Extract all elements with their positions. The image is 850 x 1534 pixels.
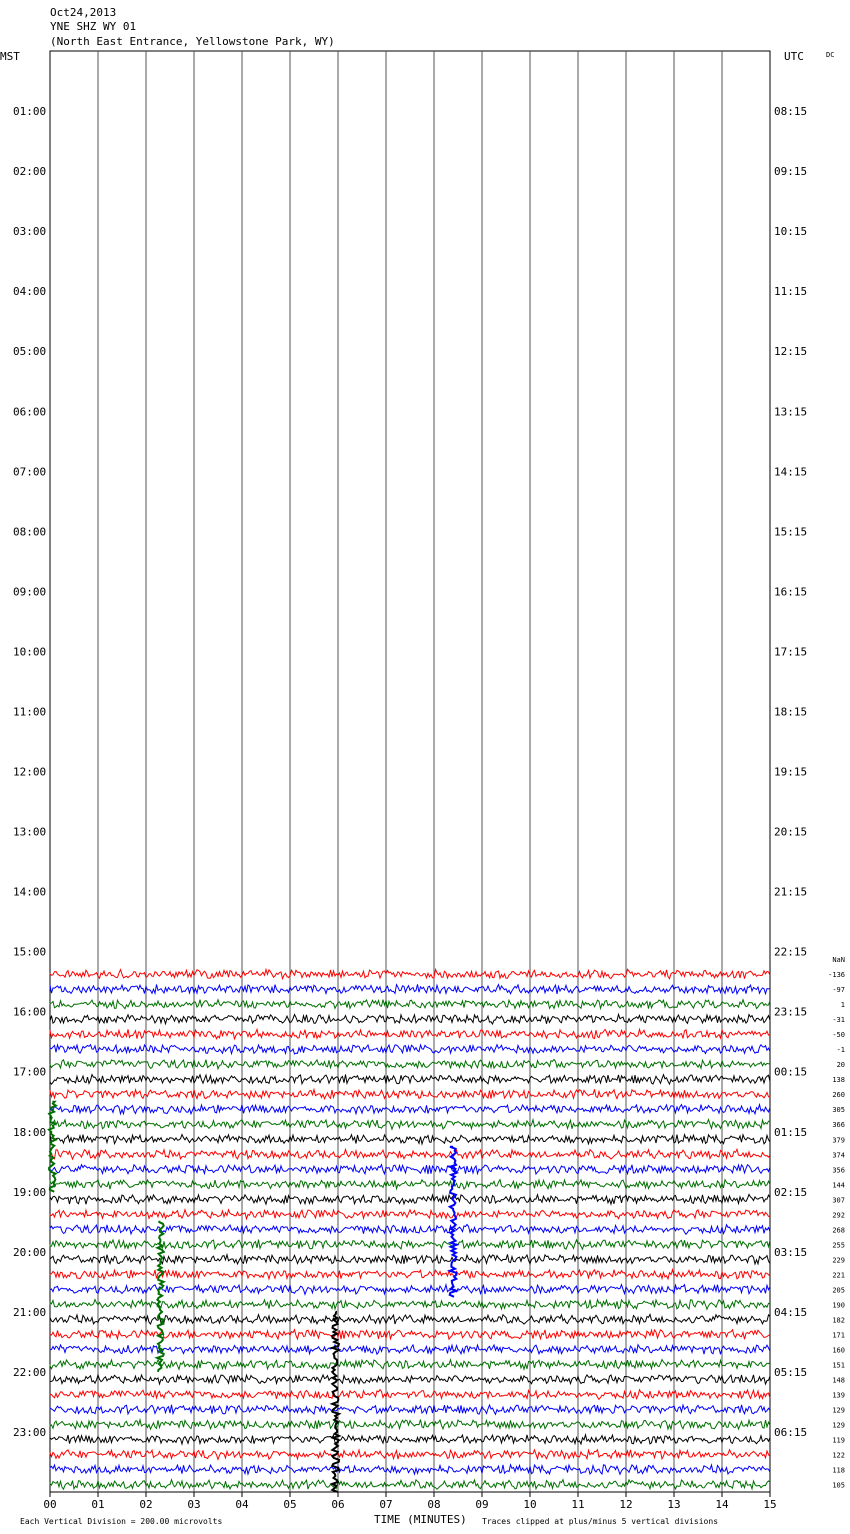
plot-frame [50, 51, 770, 1492]
left-hour-label: 20:00 [13, 1245, 47, 1259]
left-hour-label: 10:00 [13, 645, 47, 659]
dc-label: DC [826, 51, 835, 59]
left-hour-label: 21:00 [13, 1305, 47, 1319]
trace-offset-label: 292 [832, 1211, 845, 1220]
seismic-trace [50, 1210, 770, 1219]
left-hour-label: 16:00 [13, 1005, 47, 1019]
trace-offset-label: NaN [832, 956, 845, 965]
trace-offset-label: 160 [832, 1346, 845, 1355]
left-hour-labels [13, 105, 46, 1439]
right-hour-label: 05:15 [774, 1365, 808, 1379]
traces [49, 969, 770, 1492]
trace-offset-label: 138 [832, 1076, 845, 1085]
right-hour-label: 23:15 [774, 1005, 808, 1019]
seismic-trace [50, 1375, 770, 1384]
right-hour-label: 08:15 [774, 105, 808, 119]
x-tick-label: 04 [235, 1498, 249, 1511]
seismic-trace [50, 1180, 770, 1189]
trace-offset-label: 190 [832, 1301, 845, 1310]
seismic-trace [50, 1029, 770, 1039]
trace-offset-label: 255 [832, 1241, 845, 1250]
seismic-trace [50, 984, 770, 994]
seismic-event [157, 1222, 164, 1372]
trace-offset-label: 305 [832, 1106, 845, 1115]
left-hour-label: 22:00 [13, 1365, 47, 1379]
left-hour-label: 11:00 [13, 705, 47, 719]
trace-offset-label: 182 [832, 1316, 845, 1325]
right-timezone-label: UTC [784, 50, 804, 63]
left-hour-label: 01:00 [13, 105, 47, 119]
trace-offset-label: 129 [832, 1406, 845, 1415]
seismic-trace [50, 1345, 770, 1355]
grid [50, 51, 770, 1492]
seismic-trace [50, 1120, 770, 1130]
right-hour-label: 01:15 [774, 1125, 808, 1139]
left-hour-label: 05:00 [13, 345, 47, 359]
left-hour-label: 04:00 [13, 285, 47, 299]
x-tick-label: 02 [139, 1498, 153, 1511]
trace-offset-label: -97 [832, 986, 845, 995]
trace-offset-label: 20 [836, 1061, 845, 1070]
trace-offset-label: -136 [828, 971, 845, 980]
seismic-trace [50, 1135, 770, 1144]
x-tick-label: 14 [715, 1498, 729, 1511]
right-hour-label: 20:15 [774, 825, 808, 839]
seismic-trace [50, 1105, 770, 1114]
seismic-trace [50, 1330, 770, 1340]
trace-offset-label: 366 [832, 1121, 845, 1130]
right-hour-label: 13:15 [774, 405, 808, 419]
seismic-trace [50, 1435, 770, 1444]
x-tick-labels [43, 1492, 776, 1511]
x-tick-label: 10 [523, 1498, 537, 1511]
seismic-trace [50, 1465, 770, 1475]
right-hour-label: 17:15 [774, 645, 808, 659]
right-hour-label: 15:15 [774, 525, 808, 539]
right-hour-label: 00:15 [774, 1065, 808, 1079]
left-hour-label: 03:00 [13, 225, 47, 239]
right-hour-label: 10:15 [774, 225, 808, 239]
left-hour-label: 09:00 [13, 585, 47, 599]
seismic-trace [50, 1149, 770, 1159]
seismic-trace [50, 1225, 770, 1235]
trace-offset-label: 129 [832, 1421, 845, 1430]
right-hour-label: 16:15 [774, 585, 808, 599]
seismic-trace [50, 1000, 770, 1009]
left-hour-label: 14:00 [13, 885, 47, 899]
trace-offset-label: 260 [832, 1091, 845, 1100]
left-hour-label: 12:00 [13, 765, 47, 779]
seismic-trace [50, 1254, 770, 1264]
trace-offset-label: 105 [832, 1481, 845, 1490]
trace-offset-label: 1 [840, 1001, 845, 1010]
station-label: YNE SHZ WY 01 [50, 20, 137, 33]
seismic-trace [50, 969, 770, 979]
left-hour-label: 19:00 [13, 1185, 47, 1199]
trace-offset-label: 379 [832, 1136, 845, 1145]
trace-offset-label: 148 [832, 1376, 845, 1385]
trace-offset-label: -1 [836, 1046, 845, 1055]
x-tick-label: 13 [667, 1498, 681, 1511]
right-hour-labels [774, 105, 807, 1439]
right-hour-label: 02:15 [774, 1185, 808, 1199]
trace-offset-label: 374 [832, 1151, 845, 1160]
x-tick-label: 05 [283, 1498, 297, 1511]
right-hour-label: 06:15 [774, 1425, 808, 1439]
trace-offset-label: 122 [832, 1451, 845, 1460]
left-hour-label: 02:00 [13, 165, 47, 179]
right-hour-label: 03:15 [774, 1245, 808, 1259]
trace-offset-label: 144 [832, 1181, 845, 1190]
trace-offset-label: 268 [832, 1226, 845, 1235]
x-tick-label: 09 [475, 1498, 489, 1511]
trace-offset-label: 229 [832, 1256, 845, 1265]
seismic-trace [50, 1480, 770, 1490]
left-hour-label: 17:00 [13, 1065, 47, 1079]
x-tick-label: 15 [763, 1498, 777, 1511]
x-tick-label: 07 [379, 1498, 393, 1511]
left-hour-label: 13:00 [13, 825, 47, 839]
x-tick-label: 11 [571, 1498, 585, 1511]
seismic-trace [50, 1045, 770, 1054]
trace-offset-label: 119 [832, 1436, 845, 1445]
x-axis-label: TIME (MINUTES) [374, 1513, 467, 1526]
seismic-trace [50, 1450, 770, 1460]
trace-offset-label: 139 [832, 1391, 845, 1400]
left-hour-label: 08:00 [13, 525, 47, 539]
right-hour-label: 12:15 [774, 345, 808, 359]
left-hour-label: 07:00 [13, 465, 47, 479]
trace-offset-label: 205 [832, 1286, 845, 1295]
trace-offset-label: 307 [832, 1196, 845, 1205]
seismic-trace [50, 1390, 770, 1400]
left-timezone-label: MST [0, 50, 20, 63]
x-tick-label: 03 [187, 1498, 201, 1511]
x-tick-label: 01 [91, 1498, 105, 1511]
seismic-trace [50, 1014, 770, 1024]
seismic-trace [50, 1194, 770, 1204]
seismic-trace [50, 1075, 770, 1085]
scale-note: Each Vertical Division = 200.00 microvolts [20, 1517, 223, 1526]
left-hour-label: 23:00 [13, 1425, 47, 1439]
seismic-trace [50, 1165, 770, 1175]
clip-note: Traces clipped at plus/minus 5 vertical divisions [482, 1517, 719, 1526]
right-hour-label: 19:15 [774, 765, 808, 779]
trace-offset-labels [828, 956, 845, 1489]
right-hour-label: 11:15 [774, 285, 808, 299]
trace-offset-label: 118 [832, 1466, 845, 1475]
right-hour-label: 14:15 [774, 465, 808, 479]
right-hour-label: 18:15 [774, 705, 808, 719]
trace-offset-label: 356 [832, 1166, 845, 1175]
x-tick-label: 08 [427, 1498, 441, 1511]
seismic-trace [50, 1089, 770, 1099]
seismic-trace [50, 1405, 770, 1415]
left-hour-label: 18:00 [13, 1125, 47, 1139]
x-tick-label: 06 [331, 1498, 345, 1511]
trace-offset-label: 171 [832, 1331, 845, 1340]
trace-offset-label: 221 [832, 1271, 845, 1280]
right-hour-label: 22:15 [774, 945, 808, 959]
right-hour-label: 09:15 [774, 165, 808, 179]
left-hour-label: 15:00 [13, 945, 47, 959]
x-tick-label: 00 [43, 1498, 57, 1511]
trace-offset-label: 151 [832, 1361, 845, 1370]
seismic-trace [50, 1059, 770, 1068]
right-hour-label: 04:15 [774, 1305, 808, 1319]
trace-offset-label: -50 [832, 1031, 845, 1040]
right-hour-label: 21:15 [774, 885, 808, 899]
date-label: Oct24,2013 [50, 6, 117, 19]
left-hour-label: 06:00 [13, 405, 47, 419]
x-tick-label: 12 [619, 1498, 633, 1511]
trace-offset-label: -31 [832, 1016, 845, 1025]
seismic-trace [50, 1420, 770, 1430]
location-label: (North East Entrance, Yellowstone Park, WY) [50, 35, 335, 48]
